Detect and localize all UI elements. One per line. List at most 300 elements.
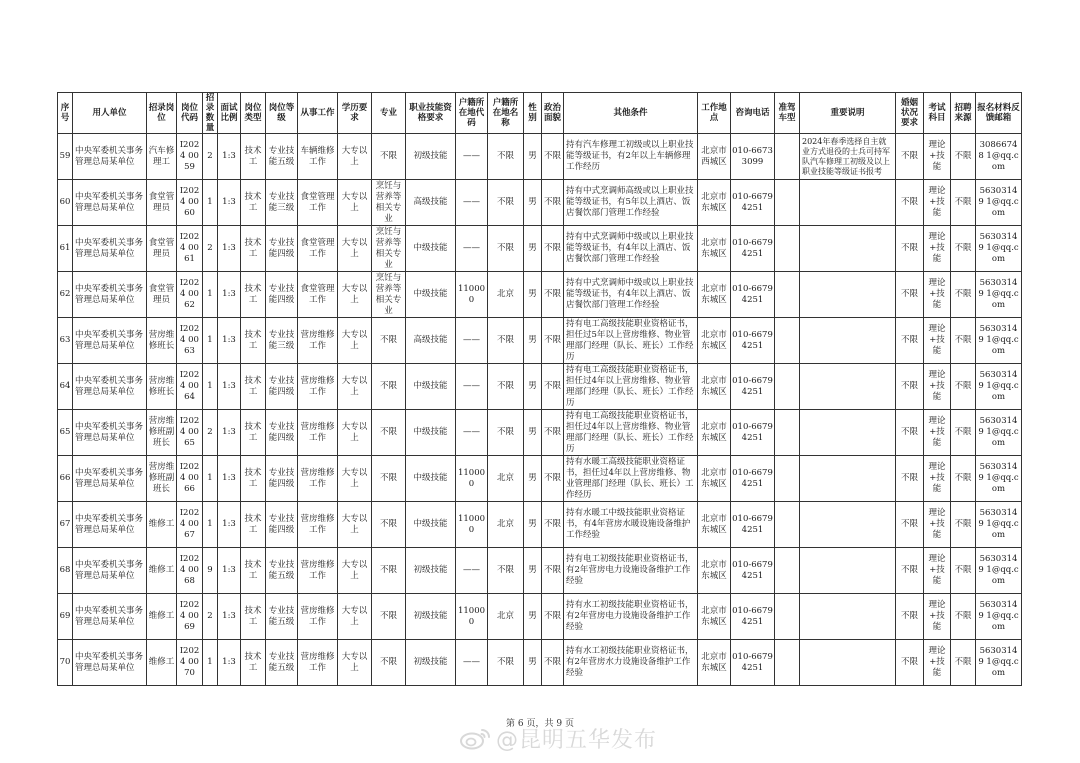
cell-phone: 010-66794251 bbox=[731, 226, 775, 272]
cell-license-class bbox=[775, 548, 800, 594]
col-header-position: 招录岗位 bbox=[147, 93, 177, 134]
cell-employer: 中央军委机关事务管理总局某单位 bbox=[73, 594, 147, 640]
cell-exam-subject: 理论+技能 bbox=[924, 180, 951, 226]
cell-household-name: 不限 bbox=[488, 134, 524, 180]
cell-marital-status: 不限 bbox=[896, 594, 924, 640]
cell-skill-requirement: 中级技能 bbox=[406, 456, 456, 502]
cell-employer: 中央军委机关事务管理总局某单位 bbox=[73, 272, 147, 318]
table-header bbox=[58, 93, 1022, 134]
cell-email: 56303149 1@qq.com bbox=[976, 594, 1022, 640]
cell-skill-requirement: 初级技能 bbox=[406, 594, 456, 640]
cell-other-conditions: 持有水工初级技能职业资格证书，有2年营房电力设施设备维护工作经验 bbox=[564, 594, 698, 640]
col-header-employer: 用人单位 bbox=[73, 93, 147, 134]
watermark bbox=[458, 724, 657, 752]
cell-notes bbox=[800, 180, 896, 226]
cell-position-type: 技术工 bbox=[241, 364, 266, 410]
cell-phone: 010-66794251 bbox=[731, 272, 775, 318]
cell-exam-subject: 理论+技能 bbox=[924, 456, 951, 502]
cell-notes bbox=[800, 548, 896, 594]
col-header-interview-ratio: 面试比例 bbox=[218, 93, 241, 134]
cell-household-code: —— bbox=[456, 410, 488, 456]
cell-position: 汽车修理工 bbox=[147, 134, 177, 180]
col-header-household-code: 户籍所在地代码 bbox=[456, 93, 488, 134]
cell-skill-requirement: 初级技能 bbox=[406, 548, 456, 594]
cell-interview-ratio: 1:3 bbox=[218, 502, 241, 548]
cell-exam-subject: 理论+技能 bbox=[924, 640, 951, 686]
cell-household-code: 110000 bbox=[456, 456, 488, 502]
cell-marital-status: 不限 bbox=[896, 456, 924, 502]
cell-household-name: 不限 bbox=[488, 410, 524, 456]
cell-skill-requirement: 初级技能 bbox=[406, 134, 456, 180]
col-header-marital-status: 婚姻状况要求 bbox=[896, 93, 924, 134]
cell-employer: 中央军委机关事务管理总局某单位 bbox=[73, 226, 147, 272]
cell-source: 不限 bbox=[951, 272, 976, 318]
cell-other-conditions: 持有中式烹调师中级或以上职业技能等级证书，有4年以上酒店、饭店餐饮部门管理工作经验 bbox=[564, 226, 698, 272]
cell-household-name: 北京 bbox=[488, 272, 524, 318]
cell-index: 62 bbox=[58, 272, 73, 318]
col-header-position-code: 岗位代码 bbox=[177, 93, 203, 134]
cell-interview-ratio: 1:3 bbox=[218, 410, 241, 456]
cell-phone: 010-66794251 bbox=[731, 364, 775, 410]
cell-position: 维修工 bbox=[147, 548, 177, 594]
cell-gender: 男 bbox=[524, 640, 542, 686]
cell-gender: 男 bbox=[524, 502, 542, 548]
cell-phone: 010-66794251 bbox=[731, 180, 775, 226]
cell-education: 大专以上 bbox=[338, 134, 372, 180]
cell-license-class bbox=[775, 502, 800, 548]
col-header-exam-subject: 考试科目 bbox=[924, 93, 951, 134]
cell-gender: 男 bbox=[524, 456, 542, 502]
weibo-logo-icon bbox=[458, 726, 492, 750]
cell-skill-requirement: 初级技能 bbox=[406, 640, 456, 686]
cell-interview-ratio: 1:3 bbox=[218, 180, 241, 226]
col-header-phone: 咨询电话 bbox=[731, 93, 775, 134]
cell-work: 营房维修工作 bbox=[298, 410, 338, 456]
cell-household-code: —— bbox=[456, 640, 488, 686]
cell-major: 不限 bbox=[372, 594, 406, 640]
table-row bbox=[58, 272, 1022, 318]
cell-email: 56303149 1@qq.com bbox=[976, 226, 1022, 272]
cell-major: 不限 bbox=[372, 548, 406, 594]
cell-education: 大专以上 bbox=[338, 640, 372, 686]
cell-political-status: 不限 bbox=[542, 456, 564, 502]
table-row bbox=[58, 640, 1022, 686]
cell-work-location: 北京市东城区 bbox=[698, 640, 731, 686]
cell-phone: 010-66794251 bbox=[731, 502, 775, 548]
cell-employer: 中央军委机关事务管理总局某单位 bbox=[73, 502, 147, 548]
col-header-household-name: 户籍所在地名称 bbox=[488, 93, 524, 134]
cell-phone: 010-66794251 bbox=[731, 456, 775, 502]
cell-major: 不限 bbox=[372, 134, 406, 180]
cell-license-class bbox=[775, 456, 800, 502]
cell-position-level: 专业技能五级 bbox=[266, 640, 298, 686]
cell-gender: 男 bbox=[524, 548, 542, 594]
cell-position-type: 技术工 bbox=[241, 318, 266, 364]
table-row bbox=[58, 410, 1022, 456]
cell-household-code: —— bbox=[456, 318, 488, 364]
cell-source: 不限 bbox=[951, 226, 976, 272]
cell-marital-status: 不限 bbox=[896, 548, 924, 594]
cell-household-name: 不限 bbox=[488, 364, 524, 410]
cell-quota: 2 bbox=[203, 410, 218, 456]
cell-gender: 男 bbox=[524, 410, 542, 456]
cell-household-code: 110000 bbox=[456, 272, 488, 318]
cell-household-code: 110000 bbox=[456, 594, 488, 640]
cell-work: 营房维修工作 bbox=[298, 364, 338, 410]
cell-political-status: 不限 bbox=[542, 640, 564, 686]
cell-major: 烹饪与营养等相关专业 bbox=[372, 180, 406, 226]
cell-index: 63 bbox=[58, 318, 73, 364]
cell-source: 不限 bbox=[951, 456, 976, 502]
cell-interview-ratio: 1:3 bbox=[218, 594, 241, 640]
cell-household-name: 不限 bbox=[488, 548, 524, 594]
cell-position-type: 技术工 bbox=[241, 640, 266, 686]
cell-index: 60 bbox=[58, 180, 73, 226]
cell-marital-status: 不限 bbox=[896, 502, 924, 548]
cell-email: 56303149 1@qq.com bbox=[976, 318, 1022, 364]
cell-employer: 中央军委机关事务管理总局某单位 bbox=[73, 640, 147, 686]
cell-position-level: 专业技能三级 bbox=[266, 180, 298, 226]
cell-email: 56303149 1@qq.com bbox=[976, 548, 1022, 594]
cell-source: 不限 bbox=[951, 548, 976, 594]
cell-education: 大专以上 bbox=[338, 548, 372, 594]
cell-work: 营房维修工作 bbox=[298, 640, 338, 686]
cell-work-location: 北京市东城区 bbox=[698, 318, 731, 364]
cell-household-name: 不限 bbox=[488, 318, 524, 364]
cell-exam-subject: 理论+技能 bbox=[924, 502, 951, 548]
cell-source: 不限 bbox=[951, 594, 976, 640]
cell-notes bbox=[800, 226, 896, 272]
cell-major: 不限 bbox=[372, 364, 406, 410]
cell-position-type: 技术工 bbox=[241, 272, 266, 318]
cell-employer: 中央军委机关事务管理总局某单位 bbox=[73, 134, 147, 180]
cell-employer: 中央军委机关事务管理总局某单位 bbox=[73, 180, 147, 226]
cell-employer: 中央军委机关事务管理总局某单位 bbox=[73, 364, 147, 410]
cell-email: 56303149 1@qq.com bbox=[976, 456, 1022, 502]
cell-position: 维修工 bbox=[147, 594, 177, 640]
cell-major: 烹饪与营养等相关专业 bbox=[372, 272, 406, 318]
cell-license-class bbox=[775, 226, 800, 272]
cell-quota: 2 bbox=[203, 226, 218, 272]
cell-work-location: 北京市东城区 bbox=[698, 456, 731, 502]
col-header-license-class: 准驾车型 bbox=[775, 93, 800, 134]
recruitment-table bbox=[57, 92, 1022, 686]
cell-work-location: 北京市东城区 bbox=[698, 594, 731, 640]
cell-work: 营房维修工作 bbox=[298, 594, 338, 640]
cell-other-conditions: 持有水暖工高级技能职业资格证书，担任过4年以上营房维修、物业管理部门经理（队长、班长）工作经历 bbox=[564, 456, 698, 502]
col-header-position-type: 岗位类型 bbox=[241, 93, 266, 134]
table-row bbox=[58, 456, 1022, 502]
cell-gender: 男 bbox=[524, 364, 542, 410]
cell-license-class bbox=[775, 272, 800, 318]
cell-notes bbox=[800, 456, 896, 502]
cell-major: 不限 bbox=[372, 502, 406, 548]
cell-other-conditions: 持有中式烹调师中级或以上职业技能等级证书，有4年以上酒店、饭店餐饮部门管理工作经验 bbox=[564, 272, 698, 318]
cell-work: 营房维修工作 bbox=[298, 456, 338, 502]
cell-education: 大专以上 bbox=[338, 226, 372, 272]
cell-work-location: 北京市东城区 bbox=[698, 410, 731, 456]
cell-work-location: 北京市东城区 bbox=[698, 226, 731, 272]
cell-license-class bbox=[775, 640, 800, 686]
col-header-work: 从事工作 bbox=[298, 93, 338, 134]
cell-interview-ratio: 1:3 bbox=[218, 272, 241, 318]
cell-political-status: 不限 bbox=[542, 318, 564, 364]
cell-position: 食堂管理员 bbox=[147, 272, 177, 318]
col-header-index: 序号 bbox=[58, 93, 73, 134]
cell-notes bbox=[800, 594, 896, 640]
cell-marital-status: 不限 bbox=[896, 272, 924, 318]
cell-notes: 2024年春季选择自主就业方式退役的士兵可持军队汽车修理工初级及以上职业技能等级证书报考 bbox=[800, 134, 896, 180]
cell-employer: 中央军委机关事务管理总局某单位 bbox=[73, 548, 147, 594]
cell-position-level: 专业技能五级 bbox=[266, 134, 298, 180]
cell-position-type: 技术工 bbox=[241, 548, 266, 594]
cell-education: 大专以上 bbox=[338, 410, 372, 456]
cell-license-class bbox=[775, 364, 800, 410]
cell-position: 营房维修班副班长 bbox=[147, 456, 177, 502]
cell-position-type: 技术工 bbox=[241, 180, 266, 226]
cell-position-code: I2024 0069 bbox=[177, 594, 203, 640]
cell-other-conditions: 持有电工高级技能职业资格证书，担任过4年以上营房维修、物业管理部门经理（队长、班长）工作经历 bbox=[564, 410, 698, 456]
cell-license-class bbox=[775, 180, 800, 226]
col-header-gender: 性别 bbox=[524, 93, 542, 134]
cell-political-status: 不限 bbox=[542, 364, 564, 410]
cell-household-name: 北京 bbox=[488, 594, 524, 640]
cell-notes bbox=[800, 364, 896, 410]
col-header-work-location: 工作地点 bbox=[698, 93, 731, 134]
cell-position-level: 专业技能四级 bbox=[266, 410, 298, 456]
cell-work: 食堂管理工作 bbox=[298, 226, 338, 272]
cell-license-class bbox=[775, 410, 800, 456]
col-header-notes: 重要说明 bbox=[800, 93, 896, 134]
cell-notes bbox=[800, 410, 896, 456]
cell-employer: 中央军委机关事务管理总局某单位 bbox=[73, 410, 147, 456]
cell-position-level: 专业技能四级 bbox=[266, 272, 298, 318]
cell-political-status: 不限 bbox=[542, 226, 564, 272]
cell-quota: 2 bbox=[203, 594, 218, 640]
cell-position-type: 技术工 bbox=[241, 410, 266, 456]
cell-source: 不限 bbox=[951, 134, 976, 180]
cell-education: 大专以上 bbox=[338, 364, 372, 410]
cell-quota: 1 bbox=[203, 456, 218, 502]
cell-political-status: 不限 bbox=[542, 410, 564, 456]
cell-position-code: I2024 0070 bbox=[177, 640, 203, 686]
cell-work-location: 北京市东城区 bbox=[698, 548, 731, 594]
cell-email: 30866748 1@qq.com bbox=[976, 134, 1022, 180]
cell-email: 56303149 1@qq.com bbox=[976, 410, 1022, 456]
cell-skill-requirement: 中级技能 bbox=[406, 502, 456, 548]
cell-other-conditions: 持有中式烹调师高级或以上职业技能等级证书，有5年以上酒店、饭店餐饮部门管理工作经验 bbox=[564, 180, 698, 226]
cell-position-code: I2024 0063 bbox=[177, 318, 203, 364]
cell-interview-ratio: 1:3 bbox=[218, 640, 241, 686]
cell-position: 营房维修班长 bbox=[147, 318, 177, 364]
cell-major: 不限 bbox=[372, 410, 406, 456]
table-row bbox=[58, 364, 1022, 410]
cell-exam-subject: 理论+技能 bbox=[924, 318, 951, 364]
cell-position: 营房维修班副班长 bbox=[147, 410, 177, 456]
cell-work-location: 北京市东城区 bbox=[698, 502, 731, 548]
table-row bbox=[58, 594, 1022, 640]
cell-notes bbox=[800, 640, 896, 686]
col-header-other-conditions: 其他条件 bbox=[564, 93, 698, 134]
cell-exam-subject: 理论+技能 bbox=[924, 364, 951, 410]
cell-work: 营房维修工作 bbox=[298, 502, 338, 548]
cell-marital-status: 不限 bbox=[896, 180, 924, 226]
cell-skill-requirement: 中级技能 bbox=[406, 226, 456, 272]
cell-index: 70 bbox=[58, 640, 73, 686]
cell-major: 不限 bbox=[372, 318, 406, 364]
cell-other-conditions: 持有电工初级技能职业资格证书，有2年营房电力设施设备维护工作经验 bbox=[564, 548, 698, 594]
cell-work-location: 北京市西城区 bbox=[698, 134, 731, 180]
col-header-quota: 招录数量 bbox=[203, 93, 218, 134]
cell-political-status: 不限 bbox=[542, 134, 564, 180]
col-header-education: 学历要求 bbox=[338, 93, 372, 134]
cell-source: 不限 bbox=[951, 364, 976, 410]
cell-marital-status: 不限 bbox=[896, 640, 924, 686]
cell-employer: 中央军委机关事务管理总局某单位 bbox=[73, 318, 147, 364]
cell-position-code: I2024 0061 bbox=[177, 226, 203, 272]
cell-position-level: 专业技能五级 bbox=[266, 594, 298, 640]
cell-major: 不限 bbox=[372, 456, 406, 502]
cell-political-status: 不限 bbox=[542, 594, 564, 640]
cell-work: 营房维修工作 bbox=[298, 548, 338, 594]
cell-education: 大专以上 bbox=[338, 318, 372, 364]
cell-position-code: I2024 0066 bbox=[177, 456, 203, 502]
cell-political-status: 不限 bbox=[542, 272, 564, 318]
table-row bbox=[58, 226, 1022, 272]
cell-gender: 男 bbox=[524, 318, 542, 364]
cell-position-level: 专业技能四级 bbox=[266, 456, 298, 502]
cell-phone: 010-66794251 bbox=[731, 594, 775, 640]
table-row bbox=[58, 548, 1022, 594]
cell-position-type: 技术工 bbox=[241, 456, 266, 502]
cell-work-location: 北京市东城区 bbox=[698, 272, 731, 318]
cell-position-code: I2024 0060 bbox=[177, 180, 203, 226]
cell-political-status: 不限 bbox=[542, 502, 564, 548]
cell-position: 营房维修班长 bbox=[147, 364, 177, 410]
cell-phone: 010-66794251 bbox=[731, 410, 775, 456]
cell-quota: 1 bbox=[203, 318, 218, 364]
cell-phone: 010-66794251 bbox=[731, 318, 775, 364]
cell-education: 大专以上 bbox=[338, 180, 372, 226]
cell-quota: 2 bbox=[203, 134, 218, 180]
cell-household-name: 不限 bbox=[488, 180, 524, 226]
cell-gender: 男 bbox=[524, 180, 542, 226]
col-header-source: 招聘来源 bbox=[951, 93, 976, 134]
cell-phone: 010-66733099 bbox=[731, 134, 775, 180]
cell-gender: 男 bbox=[524, 134, 542, 180]
cell-position-level: 专业技能四级 bbox=[266, 364, 298, 410]
cell-license-class bbox=[775, 318, 800, 364]
cell-phone: 010-66794251 bbox=[731, 640, 775, 686]
col-header-position-level: 岗位等级 bbox=[266, 93, 298, 134]
cell-position: 维修工 bbox=[147, 640, 177, 686]
cell-other-conditions: 持有电工高级技能职业资格证书，担任过5年以上营房维修、物业管理部门经理（队长、班长）工作经历 bbox=[564, 318, 698, 364]
cell-position-type: 技术工 bbox=[241, 502, 266, 548]
cell-major: 不限 bbox=[372, 640, 406, 686]
cell-exam-subject: 理论+技能 bbox=[924, 594, 951, 640]
table-body bbox=[58, 134, 1022, 686]
cell-license-class bbox=[775, 134, 800, 180]
cell-interview-ratio: 1:3 bbox=[218, 134, 241, 180]
cell-household-name: 不限 bbox=[488, 226, 524, 272]
cell-education: 大专以上 bbox=[338, 502, 372, 548]
cell-household-name: 北京 bbox=[488, 456, 524, 502]
cell-work: 车辆维修工作 bbox=[298, 134, 338, 180]
cell-interview-ratio: 1:3 bbox=[218, 548, 241, 594]
cell-household-name: 不限 bbox=[488, 640, 524, 686]
cell-source: 不限 bbox=[951, 410, 976, 456]
cell-position-level: 专业技能四级 bbox=[266, 226, 298, 272]
cell-household-code: —— bbox=[456, 364, 488, 410]
cell-other-conditions: 持有水工初级技能职业资格证书，有2年营房水力设施设备维护工作经验 bbox=[564, 640, 698, 686]
cell-work: 营房维修工作 bbox=[298, 318, 338, 364]
col-header-email: 报名材料反馈邮箱 bbox=[976, 93, 1022, 134]
cell-skill-requirement: 高级技能 bbox=[406, 180, 456, 226]
col-header-political-status: 政治面貌 bbox=[542, 93, 564, 134]
col-header-major: 专业 bbox=[372, 93, 406, 134]
cell-position-code: I2024 0062 bbox=[177, 272, 203, 318]
cell-index: 67 bbox=[58, 502, 73, 548]
cell-exam-subject: 理论+技能 bbox=[924, 134, 951, 180]
cell-interview-ratio: 1:3 bbox=[218, 456, 241, 502]
cell-work: 食堂管理工作 bbox=[298, 180, 338, 226]
cell-other-conditions: 持有汽车修理工初级或以上职业技能等级证书，有2年以上车辆修理工作经历 bbox=[564, 134, 698, 180]
cell-quota: 1 bbox=[203, 640, 218, 686]
cell-marital-status: 不限 bbox=[896, 410, 924, 456]
cell-other-conditions: 持有电工高级技能职业资格证书，担任过4年以上营房维修、物业管理部门经理（队长、班长）工作经历 bbox=[564, 364, 698, 410]
cell-index: 65 bbox=[58, 410, 73, 456]
cell-work-location: 北京市东城区 bbox=[698, 180, 731, 226]
cell-marital-status: 不限 bbox=[896, 318, 924, 364]
cell-source: 不限 bbox=[951, 502, 976, 548]
cell-quota: 9 bbox=[203, 548, 218, 594]
cell-index: 68 bbox=[58, 548, 73, 594]
cell-gender: 男 bbox=[524, 226, 542, 272]
cell-household-code: 110000 bbox=[456, 502, 488, 548]
cell-gender: 男 bbox=[524, 594, 542, 640]
cell-marital-status: 不限 bbox=[896, 364, 924, 410]
cell-position-code: I2024 0064 bbox=[177, 364, 203, 410]
cell-exam-subject: 理论+技能 bbox=[924, 548, 951, 594]
cell-quota: 1 bbox=[203, 272, 218, 318]
watermark-text: @昆明五华发布 bbox=[496, 727, 658, 753]
cell-index: 69 bbox=[58, 594, 73, 640]
cell-household-code: —— bbox=[456, 180, 488, 226]
cell-gender: 男 bbox=[524, 272, 542, 318]
cell-skill-requirement: 中级技能 bbox=[406, 410, 456, 456]
cell-quota: 1 bbox=[203, 180, 218, 226]
table-row bbox=[58, 318, 1022, 364]
cell-employer: 中央军委机关事务管理总局某单位 bbox=[73, 456, 147, 502]
cell-household-code: —— bbox=[456, 226, 488, 272]
cell-position-type: 技术工 bbox=[241, 134, 266, 180]
cell-notes bbox=[800, 272, 896, 318]
cell-interview-ratio: 1:3 bbox=[218, 226, 241, 272]
cell-major: 烹饪与营养等相关专业 bbox=[372, 226, 406, 272]
cell-political-status: 不限 bbox=[542, 548, 564, 594]
cell-interview-ratio: 1:3 bbox=[218, 364, 241, 410]
cell-exam-subject: 理论+技能 bbox=[924, 226, 951, 272]
table-row bbox=[58, 502, 1022, 548]
page-footer: 第 6 页，共 9 页 bbox=[506, 719, 574, 729]
cell-skill-requirement: 高级技能 bbox=[406, 318, 456, 364]
cell-household-code: —— bbox=[456, 134, 488, 180]
cell-source: 不限 bbox=[951, 640, 976, 686]
cell-household-code: —— bbox=[456, 548, 488, 594]
cell-position: 维修工 bbox=[147, 502, 177, 548]
cell-position-level: 专业技能四级 bbox=[266, 502, 298, 548]
cell-license-class bbox=[775, 594, 800, 640]
